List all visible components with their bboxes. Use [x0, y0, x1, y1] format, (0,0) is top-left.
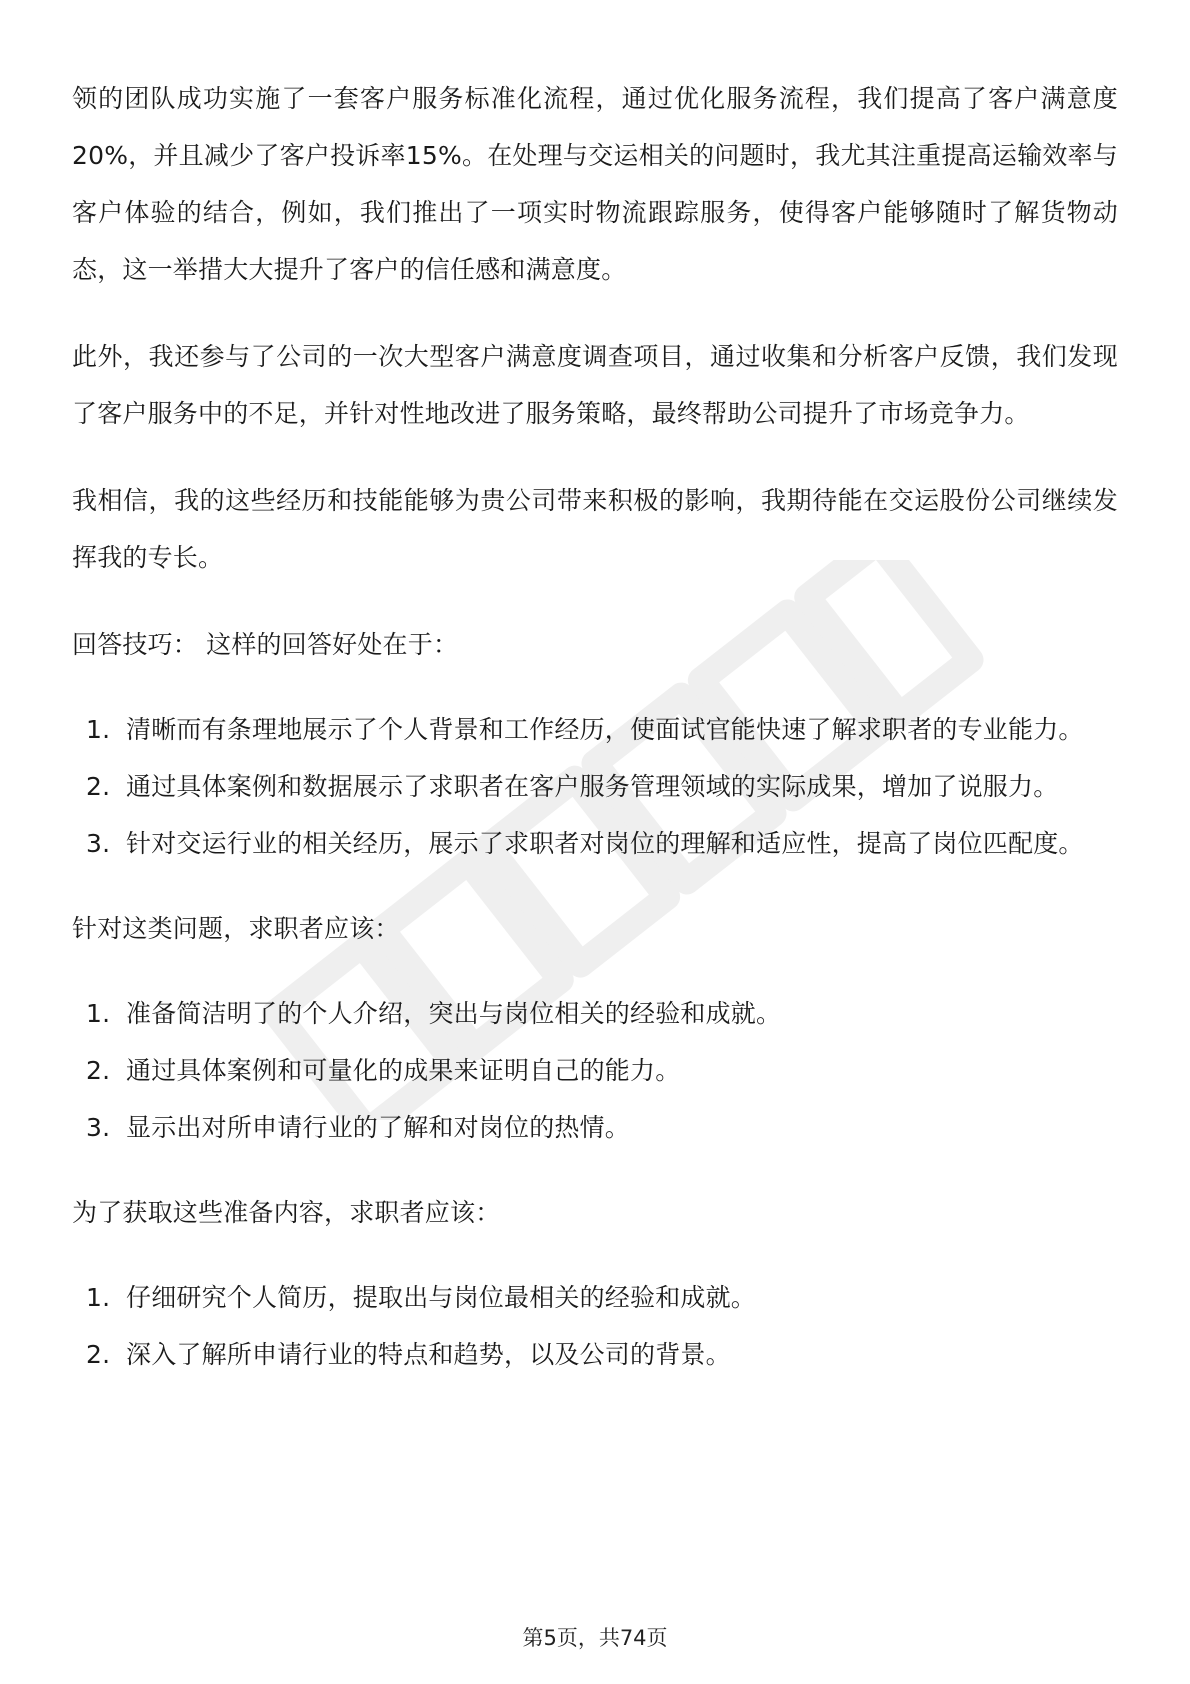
list-item — [72, 1269, 1118, 1326]
tips-heading: 回答技巧： 这样的回答好处在于： — [72, 630, 459, 659]
list-item — [72, 758, 1118, 815]
list-item — [72, 1042, 1118, 1099]
document-body — [72, 70, 1118, 1411]
list-item — [72, 815, 1118, 872]
page-number: 第5页，共74页 — [522, 1626, 668, 1650]
list-text: 准备简洁明了的个人介绍，突出与岗位相关的经验和成就。 — [126, 999, 782, 1028]
list-item — [72, 985, 1118, 1042]
list-number: 3. — [86, 829, 111, 858]
prepare-list — [72, 1269, 1118, 1383]
list-number: 3. — [86, 1113, 111, 1142]
list-item — [72, 701, 1118, 758]
list-text: 针对交运行业的相关经历，展示了求职者对岗位的理解和适应性，提高了岗位匹配度。 — [126, 829, 1084, 858]
list-item — [72, 1099, 1118, 1156]
list-text: 通过具体案例和数据展示了求职者在客户服务管理领域的实际成果，增加了说服力。 — [126, 772, 1059, 801]
list-number: 1. — [86, 715, 111, 744]
paragraph: 此外，我还参与了公司的一次大型客户满意度调查项目，通过收集和分析客户反馈，我们发现了客户服务中的不足，并针对性地改进了服务策略，最终帮助公司提升了市场竞争力。 — [72, 342, 1118, 428]
tips-list — [72, 701, 1118, 872]
list-number: 2. — [86, 1056, 111, 1085]
list-number: 2. — [86, 1340, 111, 1369]
prepare-heading: 为了获取这些准备内容，求职者应该： — [72, 1198, 501, 1227]
list-number: 2. — [86, 772, 111, 801]
paragraph: 领的团队成功实施了一套客户服务标准化流程，通过优化服务流程，我们提高了客户满意度20%，并且减少了客户投诉率15%。在处理与交运相关的问题时，我尤其注重提高运输效率与客户体验的结合，例如，我们推出了一项实时物流跟踪服务，使得客户能够随时了解货物动态，这一举措大大提升了客户的信任感和满意度。 — [72, 84, 1118, 284]
list-text: 显示出对所申请行业的了解和对岗位的热情。 — [126, 1113, 631, 1142]
list-text: 通过具体案例和可量化的成果来证明自己的能力。 — [126, 1056, 681, 1085]
list-number: 1. — [86, 1283, 111, 1312]
list-text: 仔细研究个人简历，提取出与岗位最相关的经验和成就。 — [126, 1283, 757, 1312]
list-number: 1. — [86, 999, 111, 1028]
should-list — [72, 985, 1118, 1156]
list-text: 清晰而有条理地展示了个人背景和工作经历，使面试官能快速了解求职者的专业能力。 — [126, 715, 1084, 744]
should-heading: 针对这类问题，求职者应该： — [72, 914, 400, 943]
paragraph: 我相信，我的这些经历和技能能够为贵公司带来积极的影响，我期待能在交运股份公司继续发挥我的专长。 — [72, 486, 1118, 572]
list-text: 深入了解所申请行业的特点和趋势，以及公司的背景。 — [126, 1340, 731, 1369]
list-item — [72, 1326, 1118, 1383]
